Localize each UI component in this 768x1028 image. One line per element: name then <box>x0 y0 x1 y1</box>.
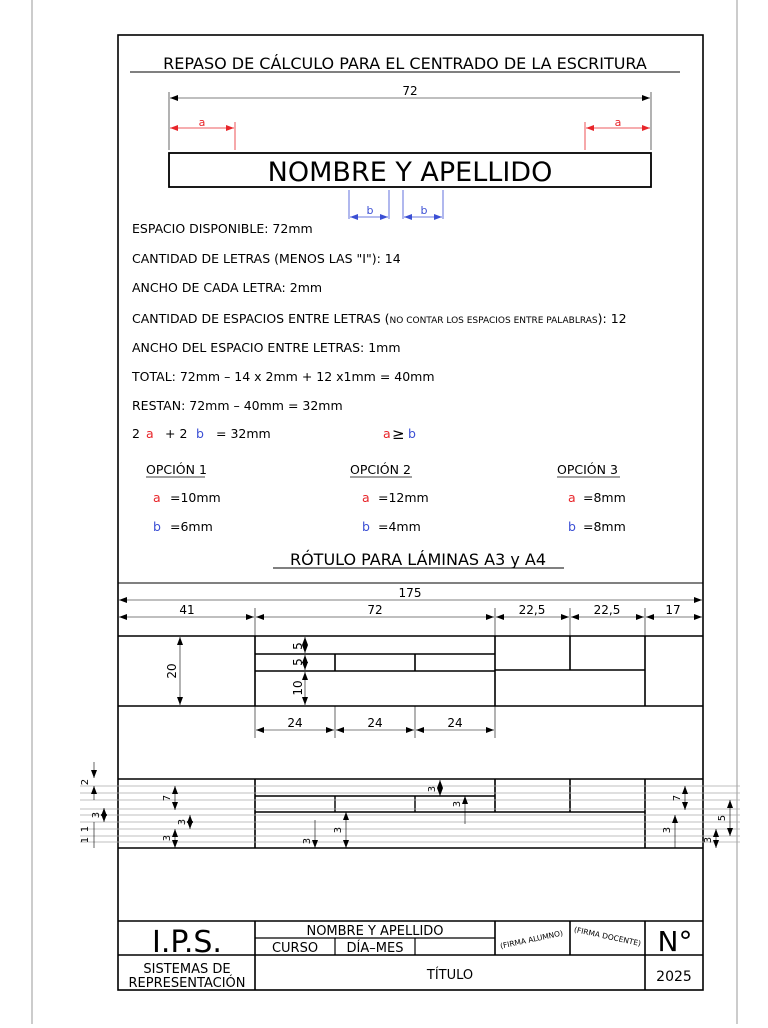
dim-22-5-b: 22,5 <box>593 603 621 617</box>
drawing-title: TÍTULO <box>426 968 474 983</box>
detail-dim-1-b: 1 <box>80 836 91 844</box>
rotulo-table-top <box>118 636 703 706</box>
dim-17: 17 <box>665 603 681 617</box>
detail-dim-3-i: 3 <box>703 836 714 844</box>
date-label: DÍA–MES <box>346 941 404 956</box>
firma-alumno: (FIRMA ALUMNO) <box>499 928 564 951</box>
dim-24-a: 24 <box>287 716 303 730</box>
option-2-a-value: =12mm <box>378 490 429 505</box>
dim-5-b: 5 <box>291 658 305 666</box>
detail-dim-5: 5 <box>717 814 728 822</box>
option-3-title: OPCIÓN 3 <box>557 462 618 477</box>
option-1-a-value: =10mm <box>170 490 221 505</box>
detail-dim-7-right: 7 <box>672 794 683 802</box>
eq-a: a <box>146 426 154 441</box>
option-2-a: a <box>362 490 370 505</box>
dim-b-left <box>349 190 389 219</box>
spaces-small: NO CONTAR LOS ESPACIOS ENTRE PALABLRAS <box>389 316 598 326</box>
detail-dim-7-left: 7 <box>162 794 173 802</box>
option-1-a: a <box>153 490 161 505</box>
option-3-a-value: =8mm <box>583 490 626 505</box>
option-1 <box>146 462 221 534</box>
dim-24-b: 24 <box>367 716 383 730</box>
dim-24-c: 24 <box>447 716 463 730</box>
detail-dim-2: 2 <box>80 778 91 786</box>
detail-dim-3-d: 3 <box>427 785 438 793</box>
page-title: REPASO DE CÁLCULO PARA EL CENTRADO DE LA ESCRITURA <box>163 54 647 73</box>
spaces-main: CANTIDAD DE ESPACIOS ENTRE LETRAS ( <box>132 311 390 326</box>
calc-line-spaces <box>132 311 627 326</box>
option-3-b-value: =8mm <box>583 519 626 534</box>
year: 2025 <box>656 969 692 985</box>
school-name: I.P.S. <box>152 925 222 960</box>
dim-72: 72 <box>367 603 383 617</box>
name-box-text: NOMBRE Y APELLIDO <box>267 157 553 188</box>
option-1-b: b <box>153 519 161 534</box>
option-1-title: OPCIÓN 1 <box>146 462 207 477</box>
option-3 <box>557 462 626 534</box>
eq-b: b <box>196 426 204 441</box>
options <box>146 462 626 534</box>
calc-lines <box>131 221 627 413</box>
option-1-b-value: =6mm <box>170 519 213 534</box>
detail-dim-3-f: 3 <box>302 837 313 845</box>
course-label: CURSO <box>271 941 319 956</box>
dim-20: 20 <box>165 663 179 679</box>
option-3-a: a <box>568 490 576 505</box>
dim-b-right <box>403 190 443 219</box>
calc-line-letter-width: ANCHO DE CADA LETRA: 2mm <box>132 280 323 295</box>
detail-dim-3-c: 3 <box>162 834 173 842</box>
dim-22-5-a: 22,5 <box>518 603 546 617</box>
rel-symbol: ≥ <box>392 425 405 443</box>
dim-b-left-label: b <box>366 204 374 217</box>
student-name: NOMBRE Y APELLIDO <box>306 924 444 939</box>
rel-a: a <box>383 426 391 441</box>
title-block <box>118 921 703 991</box>
firma-docente: (FIRMA DOCENTE) <box>573 925 642 949</box>
option-3-b: b <box>568 519 576 534</box>
eq-plus: + 2 <box>165 426 188 441</box>
calc-line-letters: CANTIDAD DE LETRAS (MENOS LAS "I"): 14 <box>132 251 401 266</box>
option-2-title: OPCIÓN 2 <box>350 462 411 477</box>
subject-line-2: REPRESENTACIÓN <box>128 976 246 991</box>
detail-dim-3-h: 3 <box>662 826 673 834</box>
dim-a-right <box>585 116 650 150</box>
subject-line-1: SISTEMAS DE <box>143 962 231 977</box>
rotulo-sub-dims <box>255 706 495 738</box>
option-2 <box>350 462 429 534</box>
dim-total-label: 72 <box>402 84 418 98</box>
spaces-end: ): 12 <box>597 311 627 326</box>
rel-b: b <box>408 426 416 441</box>
option-2-b-value: =4mm <box>378 519 421 534</box>
dim-total-72 <box>169 84 651 150</box>
eq-result: = 32mm <box>216 426 271 441</box>
option-2-b: b <box>362 519 370 534</box>
number-label: N° <box>657 925 693 958</box>
calc-line-remaining: RESTAN: 72mm – 40mm = 32mm <box>132 398 343 413</box>
detail-dim-3-g: 3 <box>333 826 344 834</box>
dim-b-right-label: b <box>420 204 428 217</box>
dim-10: 10 <box>291 680 305 696</box>
eq-prefix: 2 <box>132 426 140 441</box>
rotulo-dimensions <box>119 586 702 636</box>
calc-line-total: TOTAL: 72mm – 14 x 2mm + 12 x1mm = 40mm <box>132 369 435 384</box>
dim-175: 175 <box>398 586 422 600</box>
dim-a-left-label: a <box>198 116 206 129</box>
calc-line-available: ESPACIO DISPONIBLE: 72mm <box>132 221 313 236</box>
detail-dim-3-b: 3 <box>177 818 188 826</box>
calc-line-space-width: ANCHO DEL ESPACIO ENTRE LETRAS: 1mm <box>132 340 401 355</box>
rotulo-table-detail <box>80 762 740 848</box>
dim-a-right-label: a <box>614 116 622 129</box>
dim-5-a: 5 <box>291 642 305 650</box>
dim-a-left <box>170 116 235 150</box>
detail-dim-3-e: 3 <box>452 800 463 808</box>
detail-dim-1-a: 1 <box>80 825 91 833</box>
dim-41: 41 <box>179 603 195 617</box>
detail-dim-3-a: 3 <box>91 811 102 819</box>
equation-line <box>132 425 416 443</box>
rotulo-title: RÓTULO PARA LÁMINAS A3 y A4 <box>289 550 547 569</box>
